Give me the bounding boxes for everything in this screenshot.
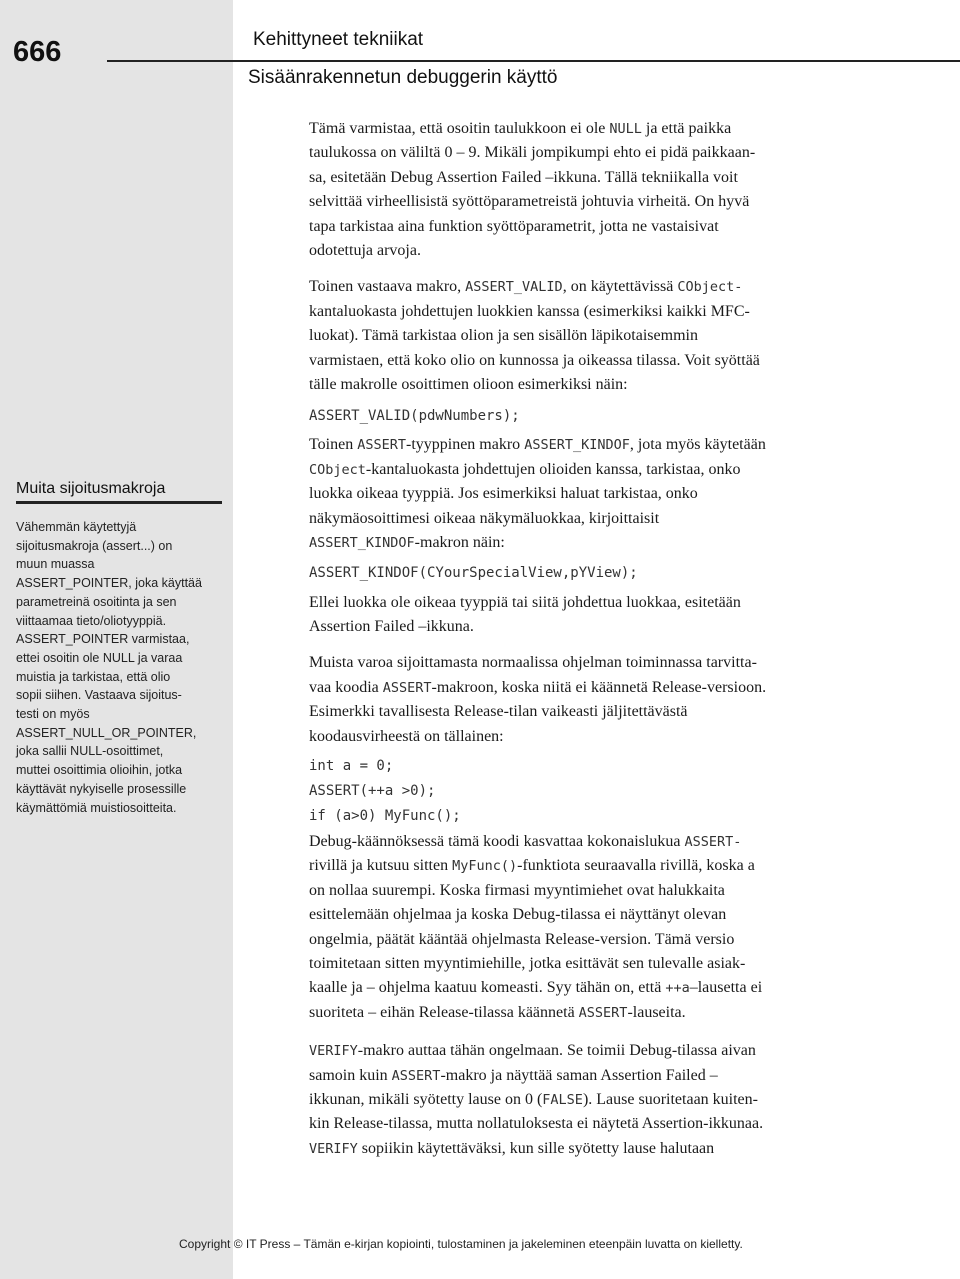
text-line xyxy=(309,373,869,397)
text-run: Toinen xyxy=(309,436,358,454)
text-run: -funktiota seuraavalla rivillä, koska a xyxy=(517,857,755,875)
inline-code: ASSERT xyxy=(578,1004,628,1021)
text-run: -makro auttaa tähän ongelmaan. Se toimii Debug-tilassa aivan xyxy=(357,1042,756,1060)
margin-note-line: ASSERT_POINTER varmistaa, xyxy=(16,632,190,647)
margin-note-line: viittaamaa tieto/oliotyyppiä. xyxy=(16,613,167,628)
text-run: taulukossa on väliltä 0 – 9. Mikäli jompikumpi ehto ei pidä paikkaan- xyxy=(309,144,756,162)
margin-note-body xyxy=(16,518,222,817)
margin-note-line: ettei osoitin ole NULL ja varaa xyxy=(16,650,183,665)
inline-code: CObject xyxy=(309,461,366,478)
text-run: kaalle ja – ohjelma kaatuu komeasti. Syy tähän on, että xyxy=(309,979,666,997)
margin-note-line: sopii siihen. Vastaava sijoitus- xyxy=(16,688,182,703)
text-run: -makron näin: xyxy=(414,534,505,552)
code-line: int a = 0; xyxy=(309,757,394,774)
margin-note-line: muun muassa xyxy=(16,557,95,572)
copyright-notice: Copyright © IT Press – Tämän e-kirjan kopiointi, tulostaminen ja jakeleminen eteenpäin luvatta on kielletty. xyxy=(179,1237,743,1251)
text-run: luokka oikeaa tyyppiä. Jos esimerkiksi haluat tarkistaa, onko xyxy=(309,485,698,503)
text-line xyxy=(309,275,869,299)
text-line xyxy=(309,830,869,854)
inline-code: MyFunc() xyxy=(452,858,518,875)
text-line xyxy=(309,676,869,700)
text-run: samoin kuin xyxy=(309,1066,392,1084)
text-run: ja että paikka xyxy=(641,120,732,137)
text-run: -lauseita. xyxy=(627,1003,686,1021)
text-line xyxy=(309,1088,869,1112)
text-line xyxy=(309,928,869,952)
text-run: koodausvirheestä on tällainen: xyxy=(309,727,504,745)
inline-code: ++a xyxy=(665,980,690,997)
text-run: tälle makrolle osoittimen olioon esimerkiksi näin: xyxy=(309,376,628,394)
text-run: kantaluokasta johdettujen luokkien kanssa (esimerkiksi kaikki MFC- xyxy=(309,302,750,320)
text-line xyxy=(309,215,869,239)
text-line xyxy=(309,300,869,324)
margin-note-line: muistia ja tarkistaa, että olio xyxy=(16,669,171,684)
text-line xyxy=(309,1064,869,1088)
margin-note-line: käymättömiä muistiosoitteita. xyxy=(16,800,177,815)
inline-code: ASSERT_KINDOF xyxy=(309,535,415,552)
margin-note-line: ASSERT_NULL_OR_POINTER, xyxy=(16,725,197,740)
text-run: Debug-käännöksessä tämä koodi kasvattaa kokonaislukua xyxy=(309,832,685,850)
margin-note-line: joka sallii NULL-osoittimet, xyxy=(16,744,164,759)
inline-code: FALSE xyxy=(542,1092,583,1108)
text-line xyxy=(309,531,869,555)
text-run: esittelemään ohjelmaa ja koska Debug-tilassa ei näyttänyt olevan xyxy=(309,906,727,924)
margin-note xyxy=(16,480,222,817)
inline-code: NULL xyxy=(609,121,642,137)
text-run: on nollaa suurempi. Koska firmasi myyntimiehet ovat halukkaita xyxy=(309,881,725,899)
text-run: sopiikin käytettäväksi, kun sille syötetty lause halutaan xyxy=(357,1139,715,1157)
text-line xyxy=(309,725,869,749)
text-line xyxy=(309,1137,869,1161)
paragraph-assert-valid xyxy=(309,275,869,397)
code-line: ASSERT_KINDOF(CYourSpecialView,pYView); xyxy=(309,564,638,581)
text-run: -kantaluokasta johdettujen olioiden kanssa, tarkistaa, onko xyxy=(365,460,741,478)
text-run: näkymäosoittimesi oikeaa näkymäluokkaa, kirjoittaisit xyxy=(309,509,660,527)
text-line xyxy=(309,117,869,141)
text-run: -tyyppinen makro xyxy=(405,436,525,454)
inline-code: ASSERT xyxy=(391,1067,441,1084)
main-text xyxy=(309,117,869,1161)
inline-code: ASSERT xyxy=(382,679,432,696)
text-line xyxy=(309,615,869,639)
text-run: -makroon, koska niitä ei käännetä Release-versioon. xyxy=(431,678,767,696)
text-run: odotettuja arvoja. xyxy=(309,242,421,260)
text-run: Toinen vastaava makro, xyxy=(309,278,466,296)
text-run: ikkunan, mikäli syötetty lause on 0 ( xyxy=(309,1091,543,1108)
text-run: , jota myös käytetään xyxy=(629,436,766,454)
text-line xyxy=(309,190,869,214)
text-run: , on käytettävissä xyxy=(562,278,678,296)
paragraph-release-warning xyxy=(309,651,869,749)
text-run: ). Lause suoritetaan kuiten- xyxy=(582,1091,758,1108)
margin-note-line: muttei osoittimia olioihin, jotka xyxy=(16,763,183,778)
paragraph-assert-null-check xyxy=(309,117,869,263)
text-run: -makro ja näyttää saman Assertion Failed – xyxy=(440,1066,718,1084)
text-run: suoriteta – eihän Release-tilassa käännetä xyxy=(309,1003,579,1021)
paragraph-assert-kindof xyxy=(309,433,869,555)
code-block-assert-kindof xyxy=(309,561,869,586)
text-line xyxy=(309,700,869,724)
text-run: varmistaen, että koko olio on kunnossa ja oikeassa tilassa. Voit syöttää xyxy=(309,351,760,369)
code-line: if (a>0) MyFunc(); xyxy=(309,807,461,824)
margin-note-line: sijoitusmakroja (assert...) on xyxy=(16,538,173,553)
inline-code: ASSERT xyxy=(357,437,406,454)
page-number: 666 xyxy=(13,36,62,68)
text-line xyxy=(309,976,869,1000)
text-line xyxy=(309,952,869,976)
paragraph-debug-explanation xyxy=(309,830,869,1025)
text-run: –lausetta ei xyxy=(689,979,763,997)
text-run: selvittää virheellisistä syöttöparametreistä johtuvia virheitä. On hyvä xyxy=(309,193,750,211)
text-line xyxy=(309,141,869,165)
text-line xyxy=(309,903,869,927)
inline-code: ASSERT_VALID xyxy=(465,279,563,296)
text-run: Ellei luokka ole oikeaa tyyppiä tai siitä johdettua luokkaa, esitetään xyxy=(309,593,741,611)
text-run: Tämä varmistaa, että osoitin taulukkoon ei ole xyxy=(309,120,610,137)
text-run: luokat). Tämä tarkistaa olion ja sen sisällön läpikotaisemmin xyxy=(309,327,698,345)
margin-note-heading: Muita sijoitusmakroja xyxy=(16,480,222,504)
margin-note-line: testi on myös xyxy=(16,707,90,722)
text-line xyxy=(309,482,869,506)
text-line xyxy=(309,1112,869,1136)
chapter-title: Kehittyneet tekniikat xyxy=(253,29,424,50)
text-line xyxy=(309,349,869,373)
text-run: tapa tarkistaa aina funktion syöttöparametrit, jotta ne vastaisivat xyxy=(309,217,719,235)
section-title: Sisäänrakennetun debuggerin käyttö xyxy=(248,67,558,88)
text-run: vaa koodia xyxy=(309,678,383,696)
inline-code: VERIFY xyxy=(309,1140,358,1157)
text-run: Esimerkki tavallisesta Release-tilan vaikeasti jäljitettävästä xyxy=(309,703,688,721)
text-line xyxy=(309,651,869,675)
text-line xyxy=(309,324,869,348)
header-rule xyxy=(107,60,960,62)
text-run: rivillä ja kutsuu sitten xyxy=(309,857,453,875)
text-line xyxy=(309,507,869,531)
code-block-assert-valid xyxy=(309,404,869,429)
inline-code: ASSERT- xyxy=(684,833,742,850)
margin-note-line: parametreinä osoitinta ja sen xyxy=(16,594,177,609)
text-run: toimitetaan sitten myyntimiehille, jotka esittävät sen tulevalle asiak- xyxy=(309,954,746,972)
code-line: ASSERT(++a >0); xyxy=(309,782,436,799)
code-block-example xyxy=(309,754,869,829)
text-run: sa, esitetään Debug Assertion Failed –ikkuna. Tällä tekniikalla voit xyxy=(309,168,738,186)
text-line xyxy=(309,591,869,615)
margin-note-line: käyttävät nykyiselle prosessille xyxy=(16,781,187,796)
text-line xyxy=(309,879,869,903)
text-line xyxy=(309,166,869,190)
text-line xyxy=(309,458,869,482)
text-run: ongelmia, päätät kääntää ohjelmasta Release-version. Tämä versio xyxy=(309,930,735,948)
text-line xyxy=(309,854,869,878)
text-line xyxy=(309,433,869,457)
margin-note-line: ASSERT_POINTER, joka käyttää xyxy=(16,576,202,591)
paragraph-verify-macro xyxy=(309,1039,869,1161)
inline-code: VERIFY xyxy=(309,1043,358,1060)
text-run: kin Release-tilassa, mutta nollatuloksesta ei näytetä Assertion-ikkunaa. xyxy=(309,1115,764,1133)
text-line xyxy=(309,1001,869,1025)
paragraph-assertion-failed xyxy=(309,591,869,640)
margin-note-line: Vähemmän käytettyjä xyxy=(16,520,137,534)
code-line: ASSERT_VALID(pdwNumbers); xyxy=(309,408,520,425)
text-line xyxy=(309,239,869,263)
text-run: Muista varoa sijoittamasta normaalissa ohjelman toiminnassa tarvitta- xyxy=(309,654,757,672)
inline-code: ASSERT_KINDOF xyxy=(524,437,630,454)
text-line xyxy=(309,1039,869,1063)
text-run: Assertion Failed –ikkuna. xyxy=(309,617,474,635)
inline-code: CObject- xyxy=(677,279,743,296)
